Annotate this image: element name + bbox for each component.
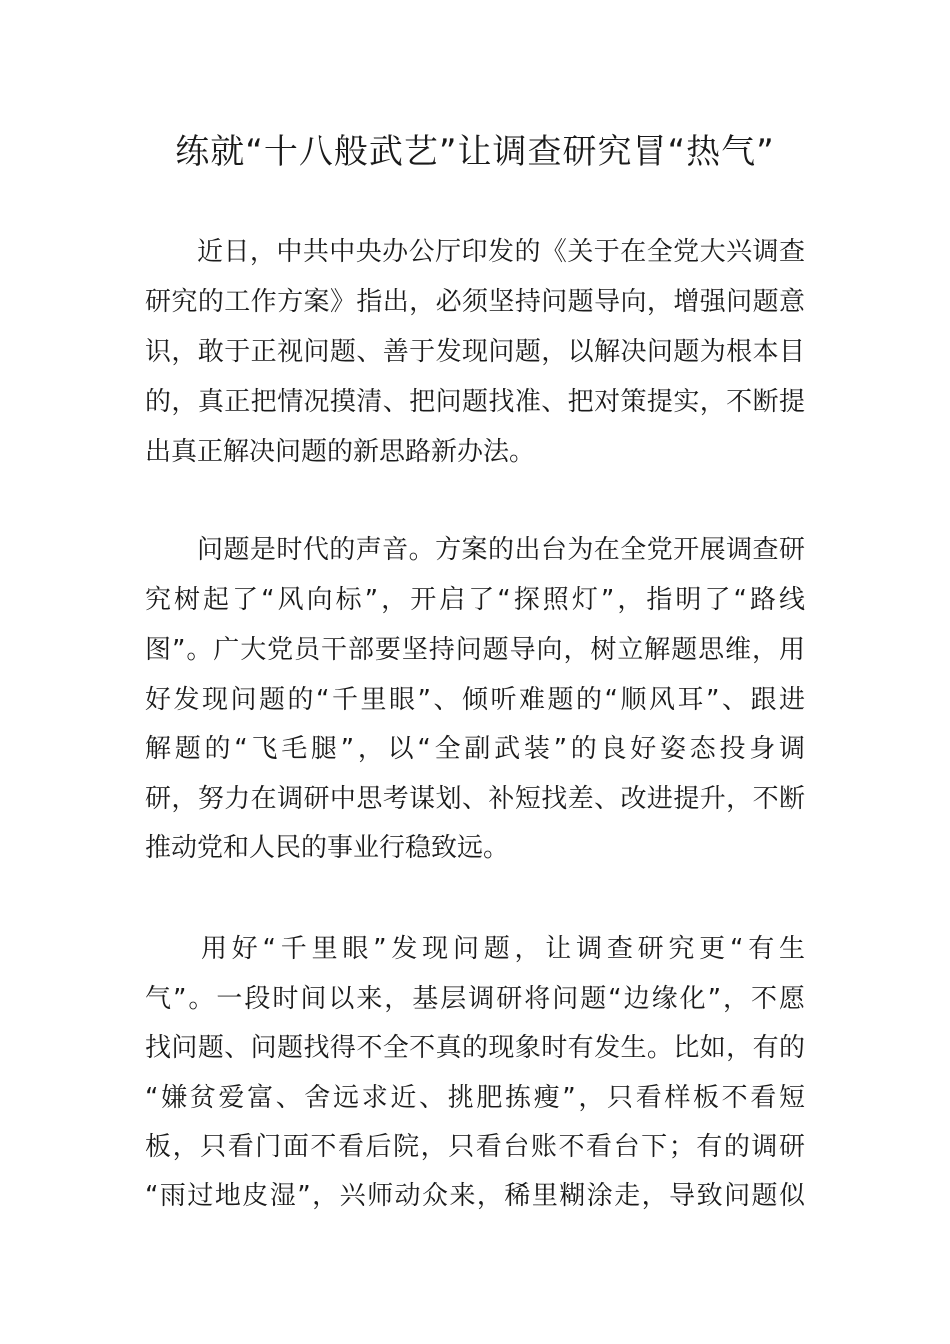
document-title: 练就“十八般武艺”让调查研究冒“热气”	[175, 132, 775, 172]
paragraph-line: 识，敢于正视问题、善于发现问题，以解决问题为根本目	[145, 337, 805, 367]
paragraph-line: 研，努力在调研中思考谋划、补短找差、改进提升，不断	[145, 784, 805, 814]
paragraph-line: 出真正解决问题的新思路新办法。	[145, 437, 536, 467]
paragraph-line: 板，只看门面不看后院，只看台账不看台下；有的调研	[145, 1132, 805, 1162]
paragraph-line: 好发现问题的“千里眼”、倾听难题的“顺风耳”、跟进	[145, 685, 805, 715]
paragraph-line: 问题是时代的声音。方案的出台为在全党开展调查研	[197, 535, 805, 565]
paragraph-line: 气”。一段时间以来，基层调研将问题“边缘化”，不愿	[145, 984, 805, 1014]
paragraph-line: 的，真正把情况摸清、把问题找准、把对策提实，不断提	[145, 387, 805, 417]
paragraph-line: 找问题、问题找得不全不真的现象时有发生。比如，有的	[145, 1033, 805, 1063]
paragraph-line: 解题的“飞毛腿”，以“全副武装”的良好姿态投身调	[145, 734, 805, 764]
paragraph-line: 究树起了“风向标”，开启了“探照灯”，指明了“路线	[145, 585, 805, 615]
paragraph-line: 推动党和人民的事业行稳致远。	[145, 833, 510, 863]
paragraph-line: 图”。广大党员干部要坚持问题导向，树立解题思维，用	[145, 635, 805, 665]
paragraph-line: 用好“千里眼”发现问题，让调查研究更“有生	[201, 934, 805, 964]
paragraph-line: “嫌贫爱富、舍远求近、挑肥拣瘦”，只看样板不看短	[145, 1083, 805, 1113]
paragraph-line: “雨过地皮湿”，兴师动众来，稀里糊涂走，导致问题似	[145, 1181, 805, 1211]
paragraph-line: 近日，中共中央办公厅印发的《关于在全党大兴调查	[197, 237, 805, 267]
paragraph-line: 研究的工作方案》指出，必须坚持问题导向，增强问题意	[145, 287, 805, 317]
